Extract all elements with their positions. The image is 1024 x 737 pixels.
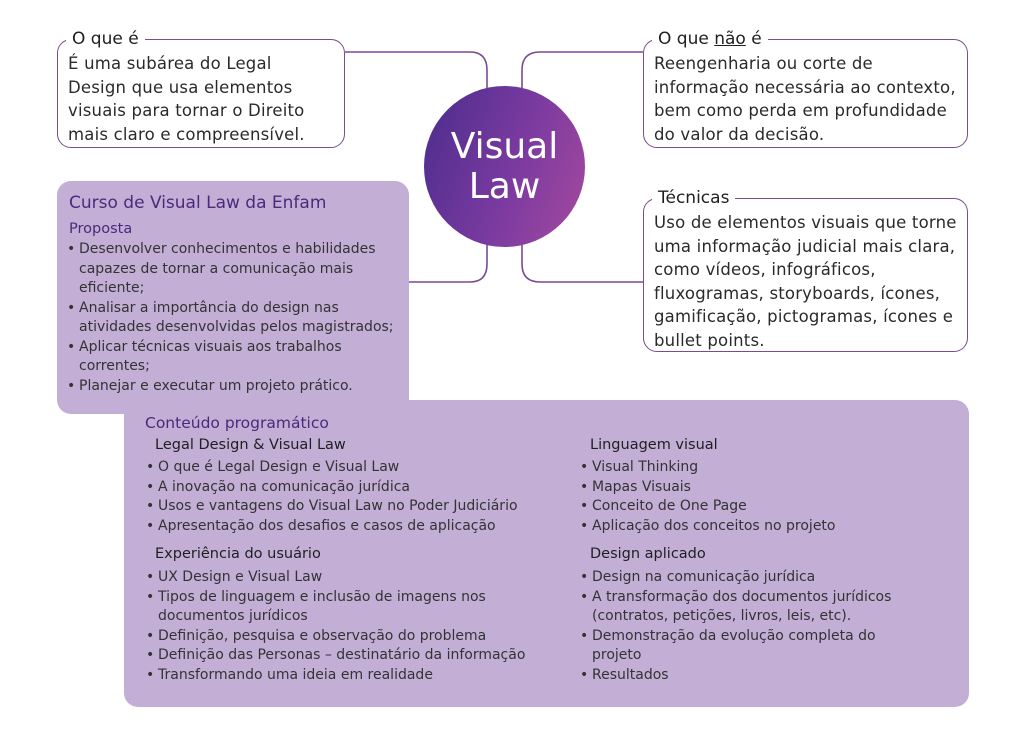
- o-que-nao-e-title: O que não é: [652, 27, 768, 51]
- o-que-e-text: É uma subárea do Legal Design que usa elementos visuais para tornar o Direito mais claro e compreensível.: [68, 54, 305, 144]
- list-item: • Resultados: [580, 666, 920, 686]
- tecnicas-text: Uso de elementos visuais que torne uma informação judicial mais clara, como vídeos, infográficos, fluxogramas, storyboards, ícones, gamificação, pictogramas, ícones e bullet points.: [654, 213, 957, 350]
- center-title-line2: Law: [468, 165, 541, 207]
- center-title-line1: Visual: [450, 125, 559, 167]
- list-item: • A inovação na comunicação jurídica: [146, 478, 576, 498]
- section-list: [146, 568, 546, 686]
- list-item: • Tipos de linguagem e inclusão de imagens nos documentos jurídicos: [146, 588, 546, 627]
- list-item: • Conceito de One Page: [580, 497, 950, 517]
- list-item: • A transformação dos documentos jurídicos (contratos, petições, livros, leis, etc).: [580, 588, 920, 627]
- list-item: • Mapas Visuais: [580, 478, 950, 498]
- visual-law-circle: [424, 86, 585, 247]
- list-item: • Definição, pesquisa e observação do problema: [146, 627, 546, 647]
- section-heading: Linguagem visual: [590, 437, 718, 453]
- list-item: • Apresentação dos desafios e casos de aplicação: [146, 517, 576, 537]
- conteudo-title: Conteúdo programático: [145, 414, 329, 432]
- section-heading: Legal Design & Visual Law: [155, 437, 346, 453]
- list-item: • Transformando uma ideia em realidade: [146, 666, 546, 686]
- course-title: Curso de Visual Law da Enfam: [69, 193, 327, 213]
- tecnicas-title: Técnicas: [652, 186, 735, 210]
- section-heading: Experiência do usuário: [155, 546, 321, 562]
- list-item: • Definição das Personas – destinatário da informação: [146, 646, 546, 666]
- list-item: • UX Design e Visual Law: [146, 568, 546, 588]
- section-heading: Design aplicado: [590, 546, 706, 562]
- proposta-heading: Proposta: [69, 221, 133, 237]
- list-item: • Visual Thinking: [580, 458, 950, 478]
- list-item: • Planejar e executar um projeto prático.: [67, 377, 397, 397]
- o-que-e-title: O que é: [66, 27, 145, 51]
- list-item: • Aplicação dos conceitos no projeto: [580, 517, 950, 537]
- list-item: • Desenvolver conhecimentos e habilidades capazes de tornar a comunicação mais eficiente;: [67, 240, 397, 299]
- section-list: [580, 458, 950, 536]
- tecnicas-box: [643, 188, 968, 352]
- section-list: [580, 568, 920, 686]
- list-item: • Aplicar técnicas visuais aos trabalhos correntes;: [67, 338, 397, 377]
- list-item: • Demonstração da evolução completa do projeto: [580, 627, 920, 666]
- list-item: • Analisar a importância do design nas atividades desenvolvidas pelos magistrados;: [67, 299, 397, 338]
- list-item: • Design na comunicação jurídica: [580, 568, 920, 588]
- proposta-list: [67, 240, 397, 396]
- o-que-e-box: [57, 29, 345, 148]
- list-item: • O que é Legal Design e Visual Law: [146, 458, 576, 478]
- conteudo-panel: [124, 400, 969, 707]
- list-item: • Usos e vantagens do Visual Law no Poder Judiciário: [146, 497, 576, 517]
- o-que-nao-e-box: [643, 29, 968, 148]
- section-list: [146, 458, 576, 536]
- o-que-nao-e-text: Reengenharia ou corte de informação necessária ao contexto, bem como perda em profundidade do valor da decisão.: [654, 54, 956, 144]
- course-panel: [57, 181, 409, 414]
